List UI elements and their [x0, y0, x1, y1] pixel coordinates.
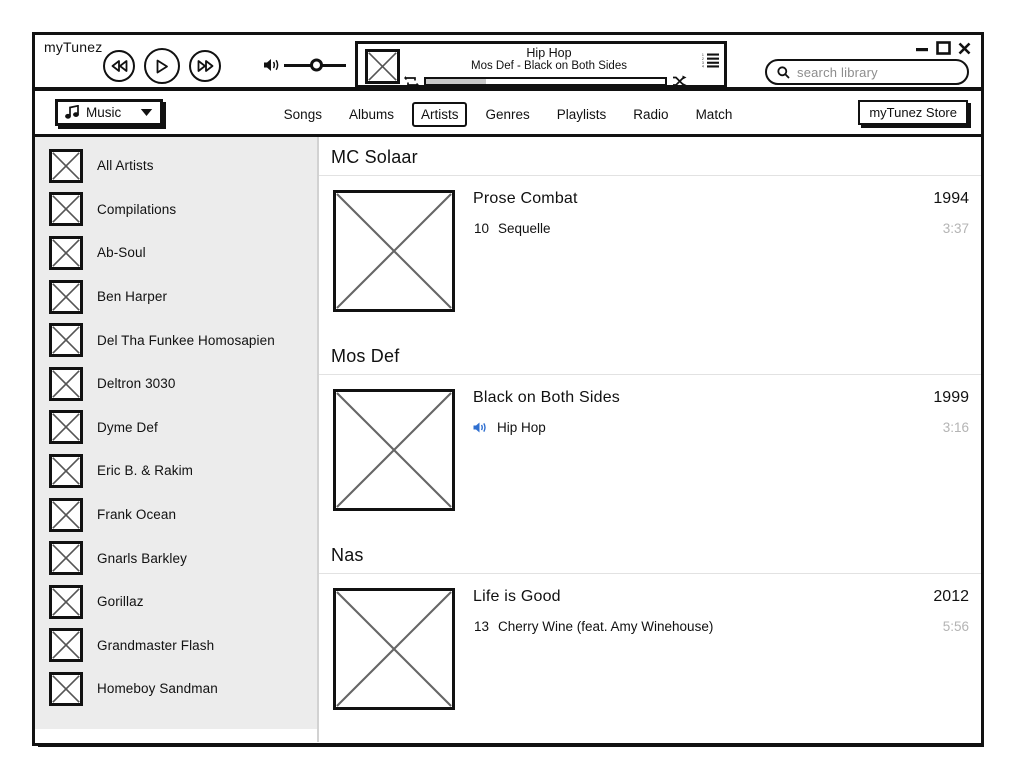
- tab-match[interactable]: Match: [695, 107, 733, 122]
- sidebar-item-label: Del Tha Funkee Homosapien: [97, 332, 275, 348]
- sidebar-item-label: Ben Harper: [97, 289, 168, 305]
- store-button-label: myTunez Store: [869, 105, 957, 120]
- image-placeholder-icon: [52, 239, 80, 267]
- sidebar-item-label: Grandmaster Flash: [97, 637, 215, 653]
- track-left: [473, 221, 551, 236]
- image-placeholder-icon: [336, 193, 452, 309]
- tab-playlists[interactable]: Playlists: [556, 107, 607, 122]
- volume-slider[interactable]: [284, 64, 346, 67]
- transport-controls: [103, 48, 221, 84]
- image-placeholder-icon: [336, 392, 452, 508]
- now-playing-artwork: [365, 49, 400, 84]
- artist-thumbnail: [49, 192, 83, 226]
- sidebar-item-label: Frank Ocean: [97, 507, 177, 523]
- sidebar-item-label: Deltron 3030: [97, 376, 176, 392]
- numbered-list-icon[interactable]: [702, 52, 719, 68]
- image-placeholder-icon: [52, 544, 80, 572]
- window-controls: [915, 41, 971, 55]
- search-input[interactable]: [765, 59, 969, 85]
- sidebar-item-label: Ab-Soul: [97, 245, 146, 261]
- play-button[interactable]: [144, 48, 180, 84]
- track-name: Cherry Wine (feat. Amy Winehouse): [498, 619, 714, 634]
- artist-group-body: [319, 574, 981, 734]
- sidebar-item-gnarls-barkley[interactable]: [35, 536, 317, 580]
- artist-group-header: MC Solaar: [319, 137, 981, 176]
- track-row[interactable]: [473, 420, 969, 435]
- sidebar-item-gorillaz[interactable]: [35, 580, 317, 624]
- image-placeholder-icon: [52, 588, 80, 616]
- main-body: [35, 137, 981, 742]
- sidebar-item-frank-ocean[interactable]: [35, 493, 317, 537]
- sidebar-item-ab-soul[interactable]: [35, 231, 317, 275]
- album-artwork[interactable]: [333, 389, 455, 511]
- artist-group-body: [319, 176, 981, 336]
- album-year: 2012: [933, 588, 969, 605]
- sidebar-item-label: All Artists: [97, 158, 154, 174]
- tab-artists[interactable]: Artists: [412, 102, 468, 127]
- minimize-icon[interactable]: [915, 42, 929, 54]
- album-title: Black on Both Sides: [473, 389, 620, 406]
- album-title-row: [473, 588, 969, 606]
- image-placeholder-icon: [368, 52, 397, 81]
- fast-forward-icon: [197, 60, 214, 72]
- sidebar-item-label: Dyme Def: [97, 419, 158, 435]
- album-title: Life is Good: [473, 588, 561, 605]
- now-playing-panel[interactable]: [355, 41, 727, 88]
- image-placeholder-icon: [52, 152, 80, 180]
- svg-text:4: 4: [702, 64, 704, 68]
- artist-group-mos-def: [319, 336, 981, 535]
- svg-text:3: 3: [702, 61, 704, 65]
- tab-albums[interactable]: Albums: [348, 107, 394, 122]
- play-icon: [155, 59, 169, 74]
- album-info: [473, 389, 969, 521]
- mytunez-store-button[interactable]: [858, 100, 968, 125]
- source-dropdown-label: Music: [86, 105, 122, 120]
- image-placeholder-icon: [52, 283, 80, 311]
- sidebar-item-del-tha-funkee-homosapien[interactable]: [35, 318, 317, 362]
- now-playing-title: Hip Hop: [526, 46, 572, 60]
- track-left: [473, 619, 713, 634]
- album-year: 1999: [933, 389, 969, 406]
- tab-list: [35, 102, 981, 127]
- album-artwork[interactable]: [333, 588, 455, 710]
- title-bar: [35, 35, 981, 91]
- sidebar-item-eric-b-rakim[interactable]: [35, 449, 317, 493]
- sidebar-item-label: Eric B. & Rakim: [97, 463, 194, 479]
- album-title-row: [473, 190, 969, 208]
- track-row[interactable]: [473, 619, 969, 634]
- album-list-panel: [317, 137, 981, 742]
- sidebar-item-all-artists[interactable]: [35, 144, 317, 188]
- mytunez-window: [32, 32, 984, 746]
- playback-progress-fill: [426, 79, 486, 84]
- sidebar-item-label: Gorillaz: [97, 594, 144, 610]
- artist-group-header: Mos Def: [319, 336, 981, 375]
- now-playing-speaker-icon: [473, 421, 488, 434]
- image-placeholder-icon: [52, 631, 80, 659]
- volume-slider-handle[interactable]: [310, 59, 323, 72]
- rewind-icon: [111, 60, 128, 72]
- tab-radio[interactable]: Radio: [633, 107, 669, 122]
- artist-thumbnail: [49, 541, 83, 575]
- now-playing-progress-row: [404, 75, 688, 88]
- artist-thumbnail: [49, 628, 83, 662]
- album-artwork[interactable]: [333, 190, 455, 312]
- artist-thumbnail: [49, 498, 83, 532]
- sidebar-item-label: Gnarls Barkley: [97, 550, 187, 566]
- track-duration: 3:16: [942, 420, 969, 435]
- album-title-row: [473, 389, 969, 407]
- artist-group-mc-solaar: [319, 137, 981, 336]
- sidebar-item-label: Homeboy Sandman: [97, 681, 218, 697]
- sidebar-item-homeboy-sandman[interactable]: [35, 667, 317, 711]
- album-info: [473, 588, 969, 720]
- now-playing-subtitle: Mos Def - Black on Both Sides: [471, 60, 627, 72]
- svg-text:2: 2: [702, 57, 704, 61]
- image-placeholder-icon: [52, 413, 80, 441]
- sidebar-item-dyme-def[interactable]: [35, 406, 317, 450]
- track-duration: 3:37: [942, 221, 969, 236]
- image-placeholder-icon: [52, 370, 80, 398]
- sidebar-item-label: Compilations: [97, 201, 177, 217]
- tab-genres[interactable]: Genres: [485, 107, 530, 122]
- album-year: 1994: [933, 190, 969, 207]
- maximize-icon[interactable]: [936, 41, 951, 55]
- image-placeholder-icon: [52, 457, 80, 485]
- artist-thumbnail: [49, 410, 83, 444]
- search-placeholder-text: search library: [797, 64, 878, 80]
- image-placeholder-icon: [336, 591, 452, 707]
- svg-text:1: 1: [702, 53, 704, 57]
- search-icon: [777, 66, 790, 79]
- artist-group-nas: [319, 535, 981, 734]
- artist-group-body: [319, 375, 981, 535]
- sidebar-item-ben-harper[interactable]: [35, 275, 317, 319]
- track-row[interactable]: [473, 221, 969, 236]
- artist-thumbnail: [49, 149, 83, 183]
- repeat-icon[interactable]: [404, 75, 419, 88]
- artist-thumbnail: [49, 672, 83, 706]
- artist-thumbnail: [49, 367, 83, 401]
- artist-thumbnail: [49, 236, 83, 270]
- app-title: myTunez: [44, 39, 103, 55]
- image-placeholder-icon: [52, 501, 80, 529]
- track-number: 10: [473, 221, 489, 236]
- track-duration: 5:56: [942, 619, 969, 634]
- artist-thumbnail: [49, 585, 83, 619]
- album-title: Prose Combat: [473, 190, 578, 207]
- navigation-bar: [35, 91, 981, 137]
- artist-thumbnail: [49, 280, 83, 314]
- track-name: Hip Hop: [497, 420, 546, 435]
- artist-group-header: Nas: [319, 535, 981, 574]
- image-placeholder-icon: [52, 326, 80, 354]
- next-button[interactable]: [189, 50, 221, 82]
- image-placeholder-icon: [52, 195, 80, 223]
- track-name: Sequelle: [498, 221, 551, 236]
- artist-thumbnail: [49, 454, 83, 488]
- album-info: [473, 190, 969, 322]
- track-number: 13: [473, 619, 489, 634]
- speaker-icon[interactable]: [263, 57, 282, 73]
- image-placeholder-icon: [52, 675, 80, 703]
- tab-songs[interactable]: Songs: [283, 107, 322, 122]
- previous-button[interactable]: [103, 50, 135, 82]
- sidebar-item-grandmaster-flash[interactable]: [35, 624, 317, 668]
- shuffle-icon[interactable]: [672, 75, 688, 88]
- sidebar-item-deltron-3030[interactable]: [35, 362, 317, 406]
- sidebar-item-compilations[interactable]: [35, 188, 317, 232]
- track-left: [473, 420, 546, 435]
- artist-thumbnail: [49, 323, 83, 357]
- close-icon[interactable]: [958, 42, 971, 55]
- playback-progress-bar[interactable]: [424, 77, 667, 86]
- artist-sidebar: [35, 137, 317, 729]
